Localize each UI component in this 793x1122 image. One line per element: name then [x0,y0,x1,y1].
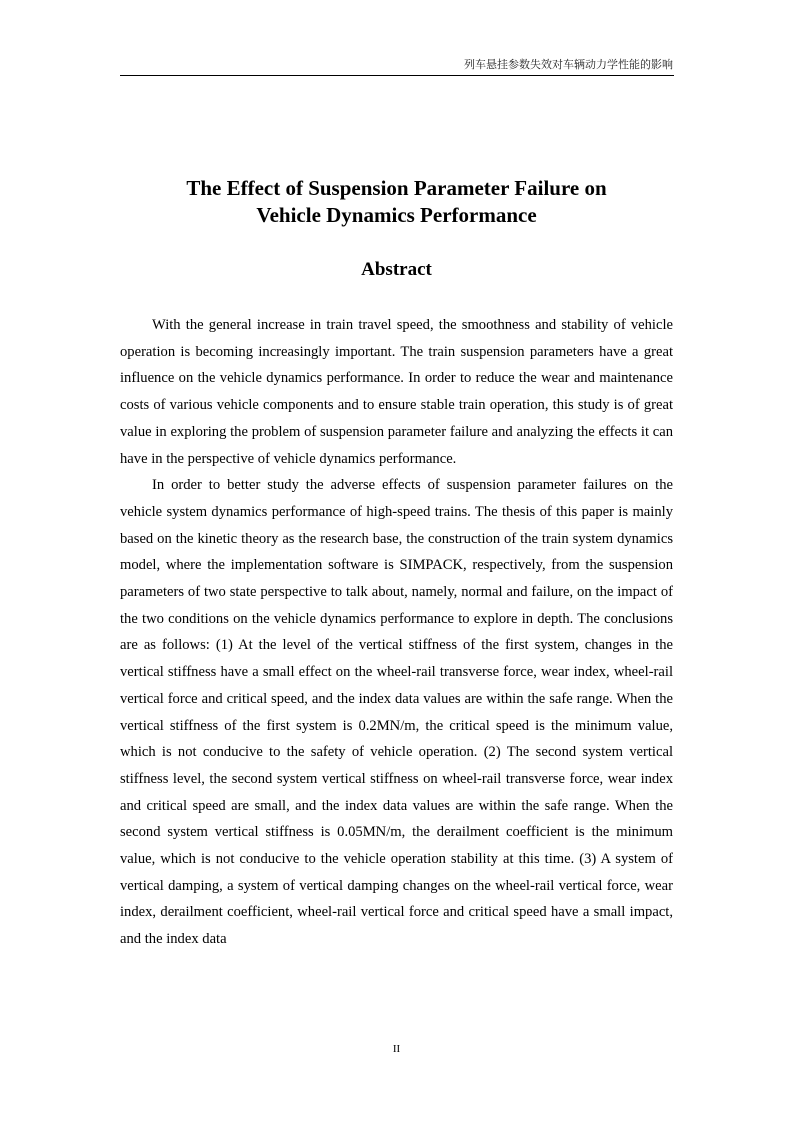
paper-title-line-2: Vehicle Dynamics Performance [256,203,537,227]
running-header: 列车悬挂参数失效对车辆动力学性能的影响 [464,58,673,71]
header-rule [120,75,674,76]
paper-title-line-1: The Effect of Suspension Parameter Failure on [186,176,607,200]
abstract-paragraph-1: With the general increase in train travel speed, the smoothness and stability of vehicle operation is becoming increasingly important. The train suspension parameters have a great influence on the vehicle dynamics performance. In order to reduce the wear and maintenance costs of various vehicle components and to ensure stable train operation, this study is of great value in exploring the problem of suspension parameter failure and analyzing the effects it can have in the perspective of vehicle dynamics performance. [120,317,673,467]
paper-title [120,175,673,229]
abstract-heading: Abstract [361,259,432,280]
page-number: II [392,1043,401,1055]
abstract-paragraph-2: In order to better study the adverse effects of suspension parameter failures on the vehicle system dynamics performance of high-speed trains. The thesis of this paper is mainly based on the kinetic theory as the research base, the construction of the train system dynamics model, where the implementation software is SIMPACK, respectively, from the suspension parameters of two state perspective to talk about, namely, normal and failure, on the impact of the two conditions on the vehicle dynamics performance to explore in depth. The conclusions are as follows: (1) At the level of the vertical stiffness of the first system, changes in the vertical stiffness have a small effect on the wheel-rail transverse force, wear index, wheel-rail vertical force and critical speed, and the index data values are within the safe range. When the vertical stiffness of the first system is 0.2MN/m, the critical speed is the minimum value, which is not conducive to the safety of vehicle operation. (2) The second system vertical stiffness level, the second system vertical stiffness on wheel-rail transverse force, wear index and critical speed are small, and the index data values are within the safe range. When the second system vertical stiffness is 0.05MN/m, the derailment coefficient is the minimum value, which is not conducive to the vehicle operation stability at this time. (3) A system of vertical damping, a system of vertical damping changes on the wheel-rail vertical force, wear index, derailment coefficient, wheel-rail vertical force and critical speed have a small impact, and the index data [120,477,673,948]
abstract-body [120,312,673,953]
